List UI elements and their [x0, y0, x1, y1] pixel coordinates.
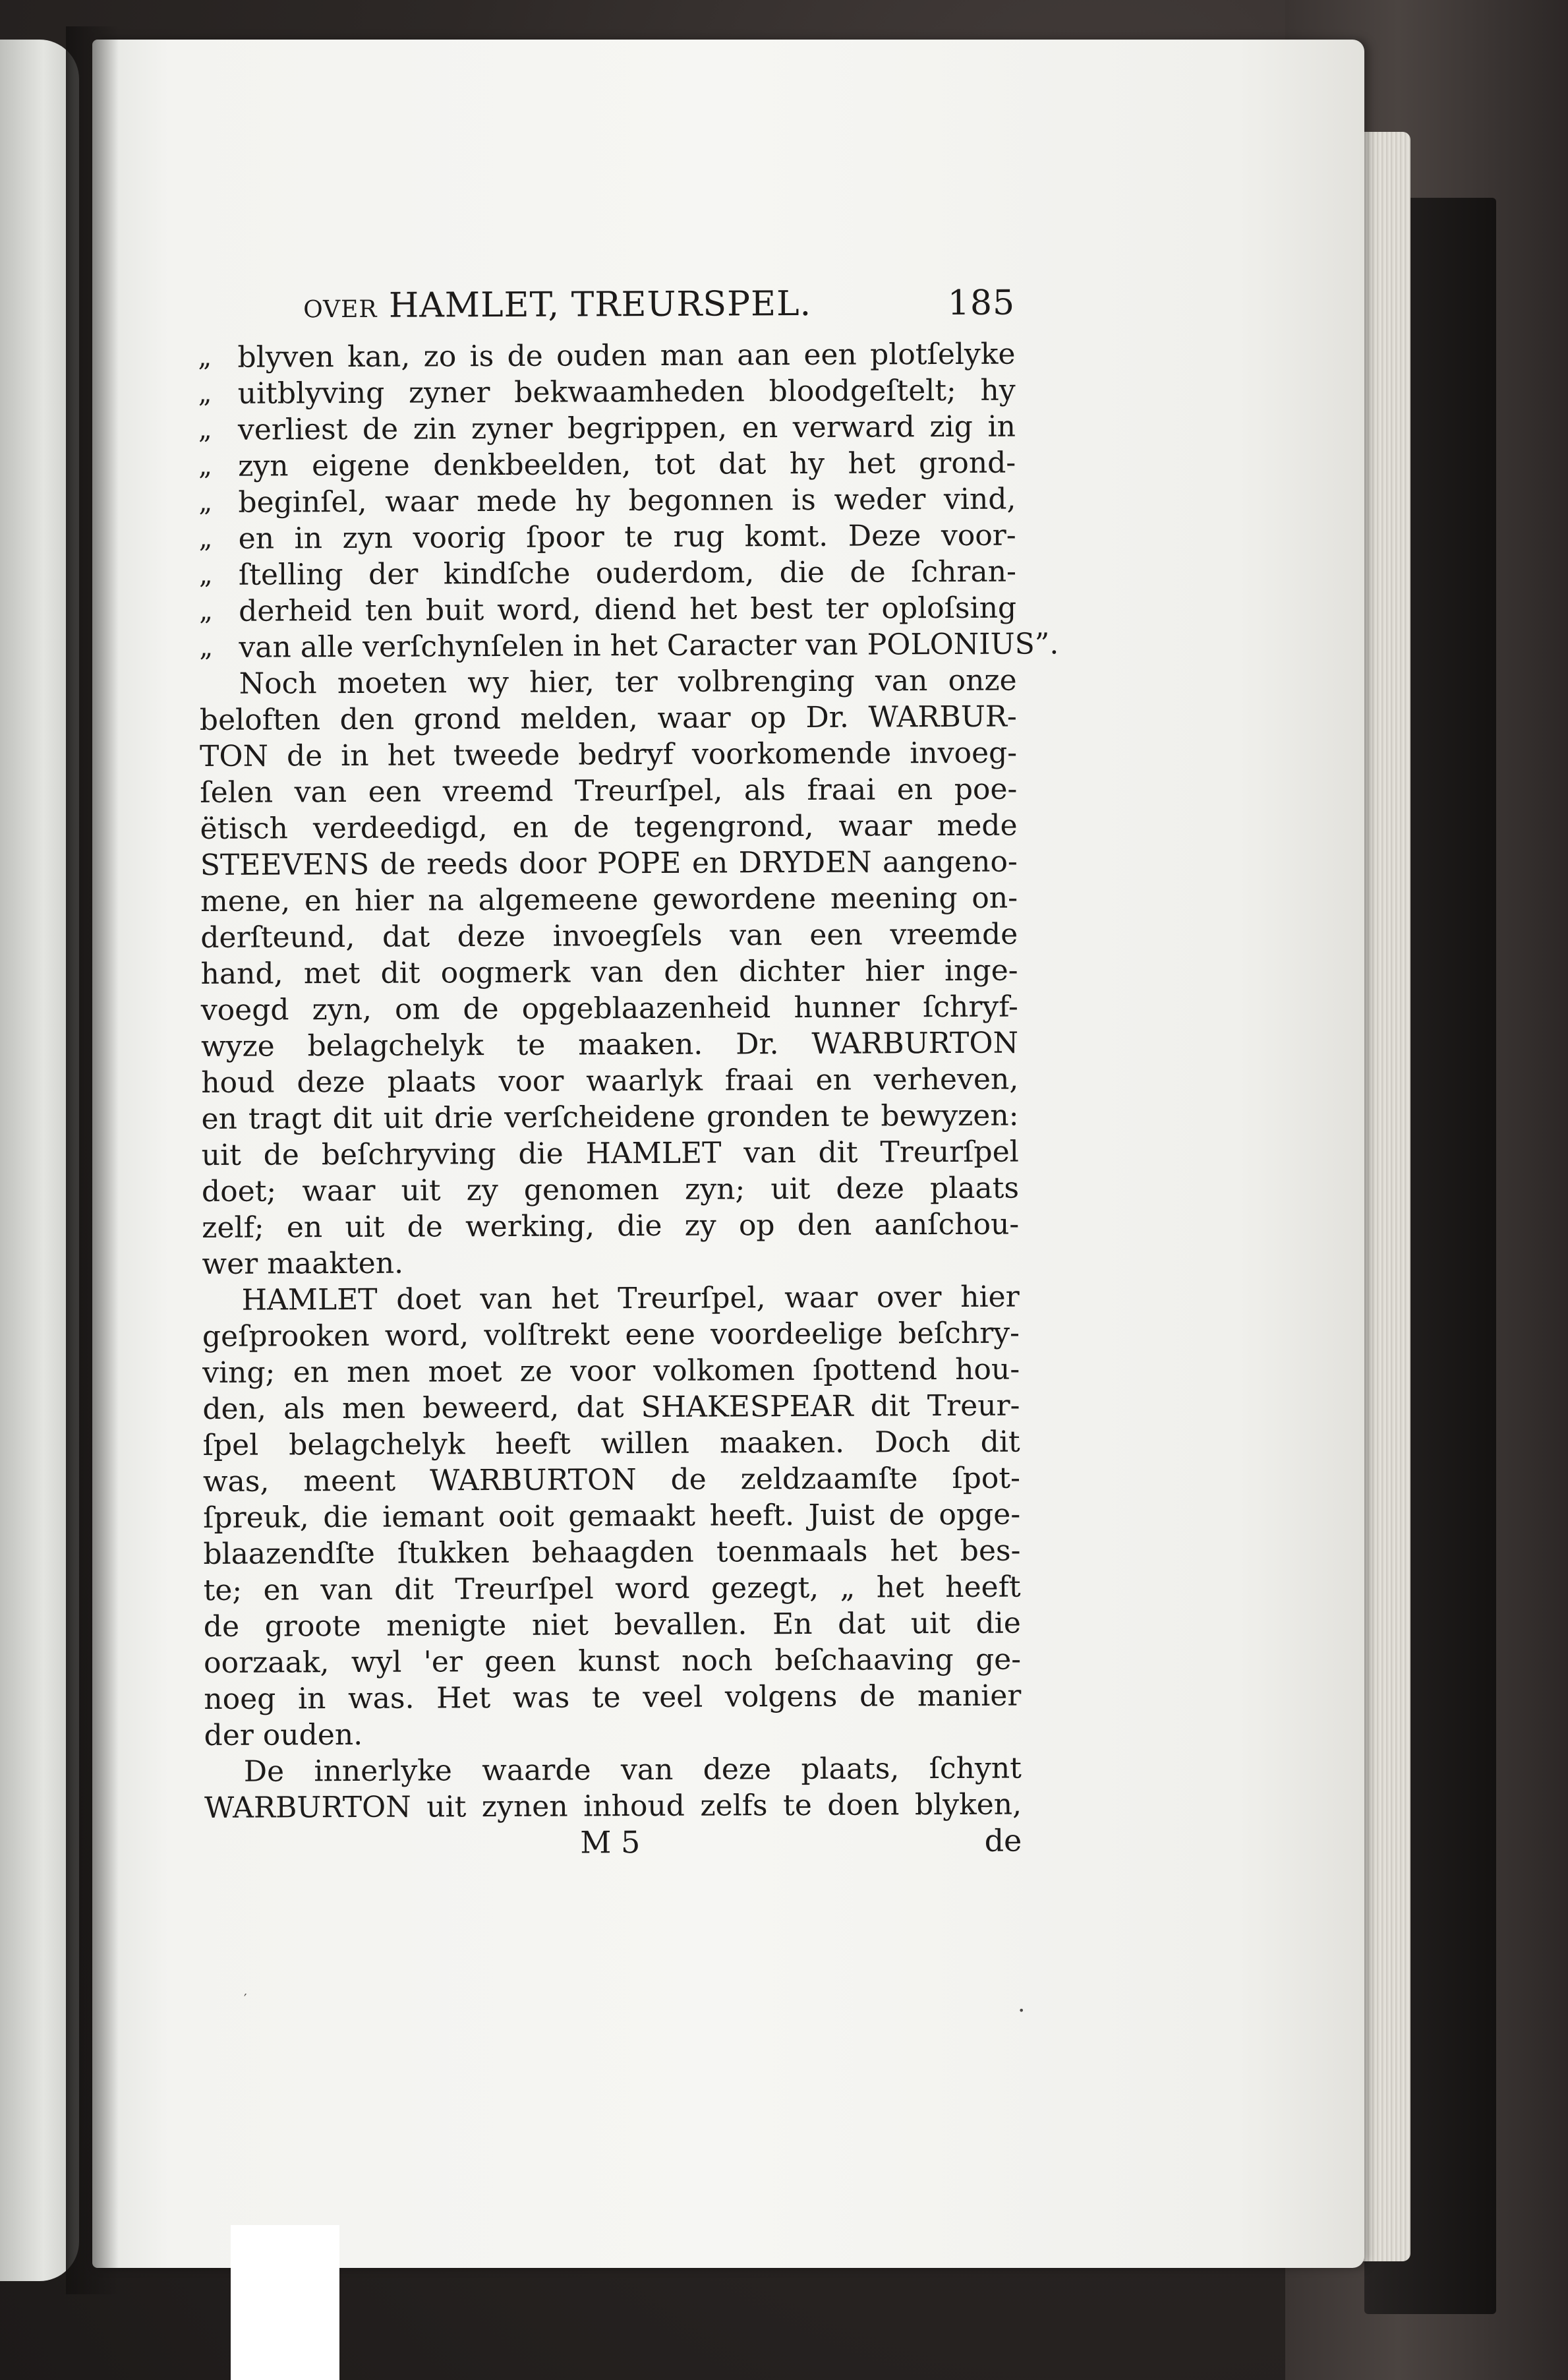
quotation-mark: „	[198, 523, 213, 554]
line-text: en tragt dit uit drie verſcheidene gronden te bewyzen:	[201, 1098, 1019, 1136]
line-text: de groote menigte niet bevallen. En dat uit die	[203, 1606, 1021, 1644]
line-text: ving; en men moet ze voor volkomen ſpottend hou-	[202, 1352, 1020, 1390]
text-line	[202, 1388, 1020, 1427]
line-text: derheid ten buit word, diend het best ter oploſsing	[239, 591, 1017, 628]
text-line	[198, 445, 1016, 485]
line-text: derſteund, dat deze invoegſels van een vreemde	[200, 917, 1018, 955]
running-head-text: HAMLET, TREURSPEL.	[388, 283, 812, 326]
text-line	[200, 771, 1017, 811]
line-text: STEEVENS de reeds door POPE en DRYDEN aangeno-	[200, 845, 1018, 882]
text-line	[203, 1497, 1020, 1536]
text-line	[201, 1098, 1018, 1137]
catchword: de	[984, 1822, 1022, 1859]
line-text: geſprooken word, volſtrekt eene voordeelige beſchry-	[202, 1316, 1020, 1354]
text-line	[204, 1787, 1022, 1826]
quotation-mark: „	[198, 414, 212, 445]
line-text: mene, en hier na algemeene gewordene meening on-	[200, 881, 1018, 918]
text-line	[202, 1352, 1020, 1391]
line-text: zyn eigene denkbeelden, tot dat hy het grond-	[238, 446, 1016, 483]
line-text: wyze belagchelyk te maaken. Dr. WARBURTON	[200, 1026, 1019, 1063]
page-number: 185	[947, 283, 1016, 324]
text-line	[201, 989, 1018, 1028]
line-text: en in zyn voorig ſpoor te rug komt. Deze voor-	[238, 518, 1016, 556]
line-text: De innerlyke waarde van deze plaats, ſchynt	[243, 1751, 1022, 1789]
white-patch	[231, 2225, 339, 2380]
line-text: beloften den grond melden, waar op Dr. WARBUR-	[199, 699, 1017, 737]
text-line	[204, 1569, 1021, 1609]
line-text: ſpreuk, die iemant ooit gemaakt heeft. Juist de opge-	[203, 1497, 1021, 1535]
line-text: zelf; en uit de werking, die zy op den aanſchou-	[202, 1207, 1020, 1245]
text-line	[204, 1642, 1021, 1681]
text-line	[202, 1315, 1020, 1355]
line-text: blaazendſte ſtukken behaagden toenmaals het bes-	[203, 1533, 1021, 1571]
line-text: WARBURTON uit zynen inhoud zelfs te doen blyken,	[204, 1787, 1022, 1825]
paper-fleck: ′	[244, 1991, 247, 2007]
line-text: Noch moeten wy hier, ter volbrenging van onze	[239, 663, 1017, 701]
text-line	[200, 880, 1018, 920]
text-line	[200, 699, 1017, 738]
line-text: wer maakten.	[202, 1246, 404, 1281]
line-text: doet; waar uit zy genomen zyn; uit deze plaats	[201, 1171, 1020, 1208]
text-line	[199, 518, 1016, 557]
quotation-mark: „	[198, 450, 213, 481]
line-text: uit de beſchryving die HAMLET van dit Treurſpel	[201, 1135, 1019, 1172]
quotation-mark: „	[198, 559, 213, 590]
text-line	[200, 916, 1018, 956]
text-line	[198, 372, 1016, 412]
body-text	[198, 336, 1059, 1826]
line-text: ſelen van een vreemd Treurſpel, als fraai en poe-	[200, 772, 1018, 810]
quotation-mark: „	[198, 487, 213, 518]
text-line	[201, 1025, 1018, 1065]
line-text: was, meent WARBURTON de zeldzaamſte ſpot-	[202, 1461, 1021, 1499]
text-line	[198, 481, 1016, 521]
signature-mark: M 5	[580, 1824, 641, 1860]
text-line	[203, 1533, 1020, 1572]
text-line	[199, 626, 1059, 666]
text-line	[204, 1605, 1021, 1645]
text-line	[202, 1206, 1019, 1246]
line-text: uitblyving zyner bekwaamheden bloodgeſtelt; hy	[237, 373, 1016, 411]
text-line	[202, 1243, 1019, 1282]
line-text: hand, met dit oogmerk van den dichter hier inge-	[200, 953, 1018, 991]
text-line	[201, 1061, 1018, 1101]
text-line	[198, 409, 1016, 448]
text-line	[203, 1460, 1020, 1500]
line-text: beginſel, waar mede hy begonnen is weder vind,	[238, 482, 1016, 520]
line-text: ſpel belagchelyk heeft willen maaken. Doch dit	[202, 1425, 1020, 1462]
quotation-mark: „	[199, 595, 213, 626]
running-head-prefix: over	[303, 285, 378, 326]
text-line	[200, 844, 1018, 883]
page-footer	[204, 1823, 1022, 1866]
quotation-mark: „	[199, 632, 214, 663]
line-text: den, als men beweerd, dat SHAKESPEAR dit Treur-	[202, 1388, 1020, 1426]
text-line	[202, 1279, 1020, 1319]
line-text: blyven kan, zo is de ouden man aan een plotſelyke	[237, 337, 1016, 374]
line-text: ëtisch verdeedigd, en de tegengrond, waar mede	[200, 808, 1018, 846]
line-text: verliest de zin zyner begrippen, en verward zig in	[237, 409, 1016, 447]
text-line	[204, 1714, 1021, 1754]
text-line	[204, 1750, 1022, 1790]
line-text: oorzaak, wyl 'er geen kunst noch beſchaaving ge-	[203, 1642, 1022, 1680]
line-text: der ouden.	[204, 1717, 363, 1752]
text-line	[198, 336, 1015, 376]
running-head-title	[303, 284, 811, 326]
text-line	[204, 1678, 1021, 1717]
paper-fleck: •	[1018, 2004, 1025, 2017]
line-text: houd deze plaats voor waarlyk fraai en verheven,	[201, 1062, 1019, 1100]
quotation-mark: „	[198, 378, 212, 409]
line-text: te; en van dit Treurſpel word gezegt, „ het heeft	[203, 1570, 1021, 1607]
text-line	[199, 554, 1016, 593]
line-text: ſtelling der kindſche ouderdom, die de ſchran-	[238, 554, 1017, 592]
text-line	[203, 1424, 1020, 1464]
line-text: HAMLET doet van het Treurſpel, waar over hier	[241, 1280, 1020, 1317]
line-text: TON de in het tweede bedryf voorkomende invoeg-	[199, 736, 1018, 773]
running-head	[198, 283, 1015, 340]
text-line	[200, 808, 1017, 847]
quotation-mark: „	[198, 342, 212, 372]
text-line	[202, 1134, 1019, 1174]
line-text: van alle verſchynſelen in het Caracter van POLONIUS”.	[239, 627, 1059, 665]
line-text: voegd zyn, om de opgeblaazenheid hunner ſchryf-	[200, 990, 1018, 1027]
text-line	[200, 663, 1017, 702]
gutter-shadow	[66, 26, 119, 2294]
text-line	[200, 953, 1018, 992]
text-line	[202, 1170, 1019, 1210]
page-text-block	[198, 283, 1059, 1866]
line-text: noeg in was. Het was te veel volgens de manier	[204, 1679, 1022, 1716]
text-line	[199, 590, 1016, 630]
text-line	[200, 735, 1017, 775]
